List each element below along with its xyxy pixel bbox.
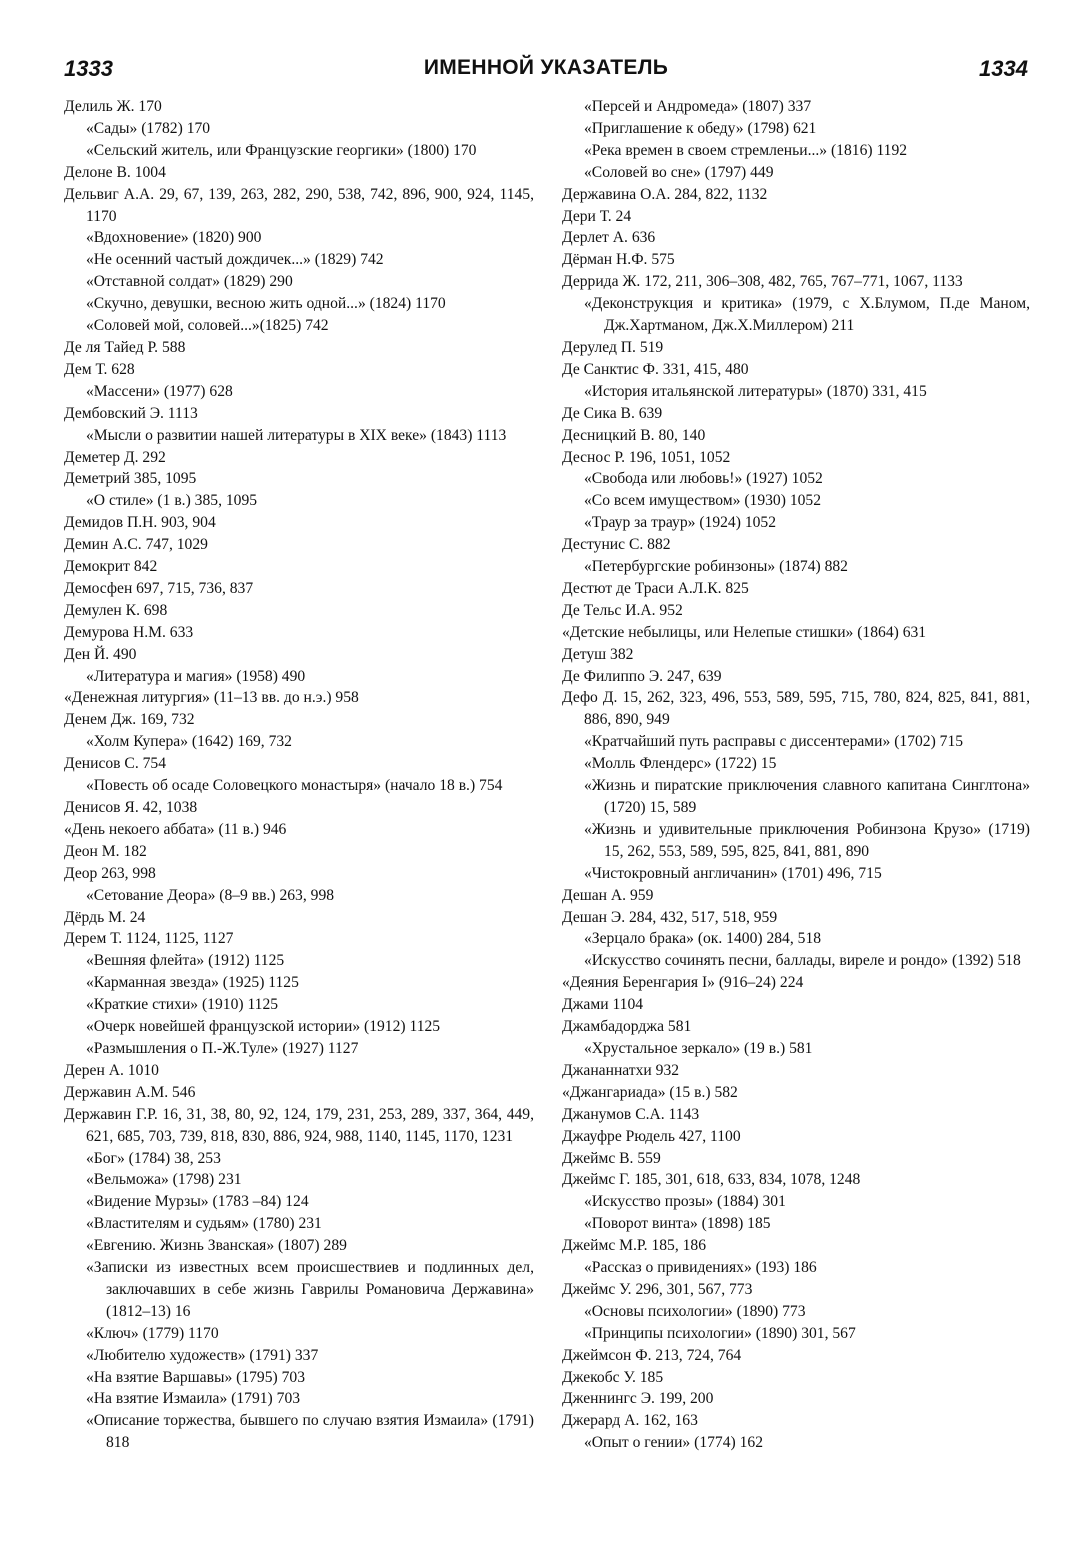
index-entry: Деррида Ж. 172, 211, 306–308, 482, 765, 767–771, 1067, 1133 — [562, 273, 963, 291]
index-subentry: «Персей и Андромеда» (1807) 337 — [584, 98, 812, 115]
index-entry: Джами 1104 — [562, 996, 644, 1014]
index-subentry: «Жизнь и пиратские приключения славного капитана Синглтона» (1720) 15, 589 — [584, 777, 1030, 816]
index-subentry: «На взятие Измаила» (1791) 703 — [86, 1390, 301, 1408]
page-number-left: 1333 — [64, 56, 113, 81]
index-subentry: «Рассказ о привидениях» (193) 186 — [584, 1259, 817, 1277]
index-entry: «Джангариада» (15 в.) 582 — [562, 1083, 738, 1101]
index-subentry: «Искусство сочинять песни, баллады, виреле и рондо» (1392) 518 — [584, 952, 1021, 970]
index-subentry: «Зерцало брака» (ок. 1400) 284, 518 — [584, 930, 822, 948]
index-entry: Детуш 382 — [562, 645, 634, 663]
index-subentry: «Вдохновение» (1820) 900 — [86, 229, 262, 247]
index-subentry: «Размышления о П.-Ж.Туле» (1927) 1127 — [86, 1039, 359, 1057]
index-entry: Денисов С. 754 — [64, 755, 167, 773]
index-subentry: «Властителям и судьям» (1780) 231 — [86, 1215, 322, 1233]
index-subentry: «Кратчайший путь расправы с диссентерами» (1702) 715 — [584, 733, 964, 751]
index-subentry: «Описание торжества, бывшего по случаю взятия Измаила» (1791) 818 — [86, 1412, 534, 1452]
index-subentry: «Искусство прозы» (1884) 301 — [584, 1193, 786, 1211]
index-entry: Де Санктис Ф. 331, 415, 480 — [562, 360, 749, 378]
index-entry: Дем Т. 628 — [64, 360, 135, 378]
index-subentry: «Скучно, девушки, весною жить одной...» (1824) 1170 — [86, 295, 446, 313]
index-entry: Дженнингс Э. 199, 200 — [562, 1390, 714, 1408]
index-subentry: «Жизнь и удивительные приключения Робинзона Крузо» (1719) 15, 262, 553, 589, 595, 825, 841, 881, 890 — [584, 820, 1030, 860]
index-entry: Деон М. 182 — [64, 842, 147, 860]
index-entry: Джекобс У. 185 — [562, 1368, 664, 1386]
index-entry: Деснос Р. 196, 1051, 1052 — [562, 448, 731, 466]
index-entry: Делоне В. 1004 — [64, 163, 166, 181]
index-entry: Дельвиг А.А. 29, 67, 139, 263, 282, 290, 538, 742, 896, 900, 924, 1145, 1170 — [64, 185, 534, 225]
index-column-right — [562, 96, 1030, 1454]
index-entry: Деметер Д. 292 — [64, 448, 166, 466]
index-subentry: «Не осенний частый дождичек...» (1829) 742 — [86, 251, 384, 269]
index-entry: Деметрий 385, 1095 — [64, 470, 197, 488]
index-entry: Державин Г.Р. 16, 31, 38, 80, 92, 124, 179, 231, 253, 289, 337, 364, 449, 621, 685, 703, 739, 818, 830, 886, 924, 988, 1140, 1145, 1170, 1231 — [64, 1105, 534, 1145]
index-subentry: «Опыт о гении» (1774) 162 — [584, 1434, 763, 1452]
page-header — [64, 56, 1028, 90]
index-subentry: «История итальянской литературы» (1870) 331, 415 — [584, 382, 927, 400]
index-entry: «Деяния Беренгария I» (916–24) 224 — [562, 974, 804, 992]
index-entry: «Детские небылицы, или Нелепые стишки» (1864) 631 — [562, 623, 927, 641]
index-subentry: «О стиле» (1 в.) 385, 1095 — [86, 492, 258, 510]
index-subentry: «Приглашение к обеду» (1798) 621 — [584, 119, 817, 137]
index-entry: Джанумов С.А. 1143 — [562, 1105, 700, 1123]
index-subentry: «Бог» (1784) 38, 253 — [86, 1149, 221, 1167]
index-entry: Державин А.М. 546 — [64, 1083, 196, 1101]
index-subentry: «Деконструкция и критика» (1979, с Х.Блумом, П.де Маном, Дж.Хартманом, Дж.Х.Миллером) 211 — [584, 295, 1030, 335]
index-entry: Джауфре Рюдель 427, 1100 — [562, 1127, 741, 1145]
index-subentry: «Карманная звезда» (1925) 1125 — [86, 974, 299, 992]
index-entry: Дестют де Траси А.Л.К. 825 — [562, 579, 749, 597]
index-entry: Джерард А. 162, 163 — [562, 1412, 698, 1430]
index-entry: Дестунис С. 882 — [562, 536, 671, 554]
index-subentry: «Краткие стихи» (1910) 1125 — [86, 996, 279, 1014]
index-entry: Демулен К. 698 — [64, 601, 168, 619]
index-entry: Джеймс У. 296, 301, 567, 773 — [562, 1280, 753, 1298]
index-subentry: «Повесть об осаде Соловецкого монастыря» (начало 18 в.) 754 — [86, 777, 503, 795]
index-entry: Дёрдь М. 24 — [64, 908, 146, 926]
index-subentry: «Соловей мой, соловей...»(1825) 742 — [86, 317, 329, 335]
index-entry: Демурова Н.М. 633 — [64, 623, 194, 641]
index-subentry: «Ключ» (1779) 1170 — [86, 1324, 219, 1342]
index-subentry: «Вешняя флейта» (1912) 1125 — [86, 952, 285, 970]
index-subentry: «Поворот винта» (1898) 185 — [584, 1215, 771, 1233]
index-entry: Денем Дж. 169, 732 — [64, 711, 195, 729]
index-subentry: «Очерк новейшей французской истории» (1912) 1125 — [86, 1018, 441, 1036]
index-entry: Джамбадорджа 581 — [562, 1018, 692, 1036]
index-entry: Джеймс В. 559 — [562, 1149, 661, 1167]
index-subentry: «Река времен в своем стремленьи...» (1816) 1192 — [584, 141, 908, 159]
index-subentry: «Сетование Деора» (8–9 вв.) 263, 998 — [86, 886, 335, 904]
index-entry: Дерулед П. 519 — [562, 338, 664, 356]
index-subentry: «Свобода или любовь!» (1927) 1052 — [584, 470, 823, 488]
index-entry: Джеймс Г. 185, 301, 618, 633, 834, 1078, 1248 — [562, 1171, 861, 1189]
index-subentry: «Принципы психологии» (1890) 301, 567 — [584, 1324, 856, 1342]
index-subentry: «Холм Купера» (1642) 169, 732 — [86, 733, 292, 751]
index-entry: Де ля Тайед Р. 588 — [64, 338, 186, 356]
index-entry: Де Филиппо Э. 247, 639 — [562, 667, 722, 685]
index-subentry: «Сельский житель, или Французские георгики» (1800) 170 — [86, 141, 477, 159]
index-entry: «День некоего аббата» (11 в.) 946 — [64, 820, 287, 838]
index-entry: Демин А.С. 747, 1029 — [64, 536, 208, 554]
index-subentry: «Сады» (1782) 170 — [86, 119, 211, 137]
index-entry: Дешан А. 959 — [562, 886, 654, 904]
index-subentry: «Со всем имуществом» (1930) 1052 — [584, 492, 822, 510]
index-entry: Дери Т. 24 — [562, 207, 632, 225]
index-entry: Денисов Я. 42, 1038 — [64, 799, 198, 816]
index-subentry: «Молль Флендерс» (1722) 15 — [584, 755, 777, 773]
index-entry: Дерем Т. 1124, 1125, 1127 — [64, 930, 234, 948]
index-subentry: «Чистокровный англичанин» (1701) 496, 715 — [584, 864, 882, 882]
index-entry: Дембовский Э. 1113 — [64, 404, 198, 422]
index-entry: Демосфен 697, 715, 736, 837 — [64, 579, 254, 597]
index-entry: Де Сика В. 639 — [562, 404, 663, 422]
index-subentry: «Вельможа» (1798) 231 — [86, 1171, 242, 1189]
index-subentry: «Массени» (1977) 628 — [86, 382, 233, 400]
page-number-right: 1334 — [979, 56, 1028, 81]
index-subentry: «Литература и магия» (1958) 490 — [86, 667, 306, 685]
index-entry: Дешан Э. 284, 432, 517, 518, 959 — [562, 908, 778, 926]
index-entry: Джананнатхи 932 — [562, 1061, 680, 1079]
index-subentry: «Хрустальное зеркало» (19 в.) 581 — [584, 1039, 813, 1057]
index-entry: Демидов П.Н. 903, 904 — [64, 514, 216, 532]
index-entry: Дерен А. 1010 — [64, 1061, 159, 1079]
index-subentry: «Записки из известных всем происшествиев и подлинных дел, заключавших в себе жизнь Гаврилы Романовича Державина» (1812–13) 16 — [86, 1259, 534, 1320]
index-entry: Джеймс М.Р. 185, 186 — [562, 1237, 707, 1255]
index-subentry: «Основы психологии» (1890) 773 — [584, 1302, 806, 1320]
index-entry: Джеймсон Ф. 213, 724, 764 — [562, 1346, 742, 1364]
index-subentry: «Отставной солдат» (1829) 290 — [86, 273, 293, 291]
index-subentry: «На взятие Варшавы» (1795) 703 — [86, 1368, 305, 1386]
index-entry: «Денежная литургия» (11–13 вв. до н.э.) 958 — [64, 689, 359, 707]
index-entry: Делиль Ж. 170 — [64, 98, 162, 115]
index-entry: Дерлет А. 636 — [562, 229, 656, 247]
index-subentry: «Евгению. Жизнь Званская» (1807) 289 — [86, 1237, 347, 1255]
index-entry: Державина О.А. 284, 822, 1132 — [562, 185, 768, 203]
index-entry: Дёрман Н.Ф. 575 — [562, 251, 675, 269]
page-title: ИМЕННОЙ УКАЗАТЕЛЬ — [423, 56, 669, 79]
index-entry: Деор 263, 998 — [64, 864, 156, 882]
index-entry: Де Тельс И.А. 952 — [562, 601, 683, 619]
index-subentry: «Траур за траур» (1924) 1052 — [584, 514, 777, 532]
index-subentry: «Соловей во сне» (1797) 449 — [584, 163, 774, 181]
index-subentry: «Петербургские робинзоны» (1874) 882 — [584, 558, 848, 576]
index-entry: Дефо Д. 15, 262, 323, 496, 553, 589, 595, 715, 780, 824, 825, 841, 881, 886, 890, 949 — [562, 689, 1030, 729]
index-subentry: «Видение Мурзы» (1783 –84) 124 — [86, 1193, 309, 1211]
index-entry: Десницкий В. 80, 140 — [562, 426, 706, 444]
index-entry: Демокрит 842 — [64, 558, 158, 576]
index-column-left — [64, 96, 534, 1454]
index-subentry: «Мысли о развитии нашей литературы в XIX веке» (1843) 1113 — [86, 426, 507, 444]
index-subentry: «Любителю художеств» (1791) 337 — [86, 1346, 319, 1364]
index-entry: Ден Й. 490 — [64, 645, 137, 663]
